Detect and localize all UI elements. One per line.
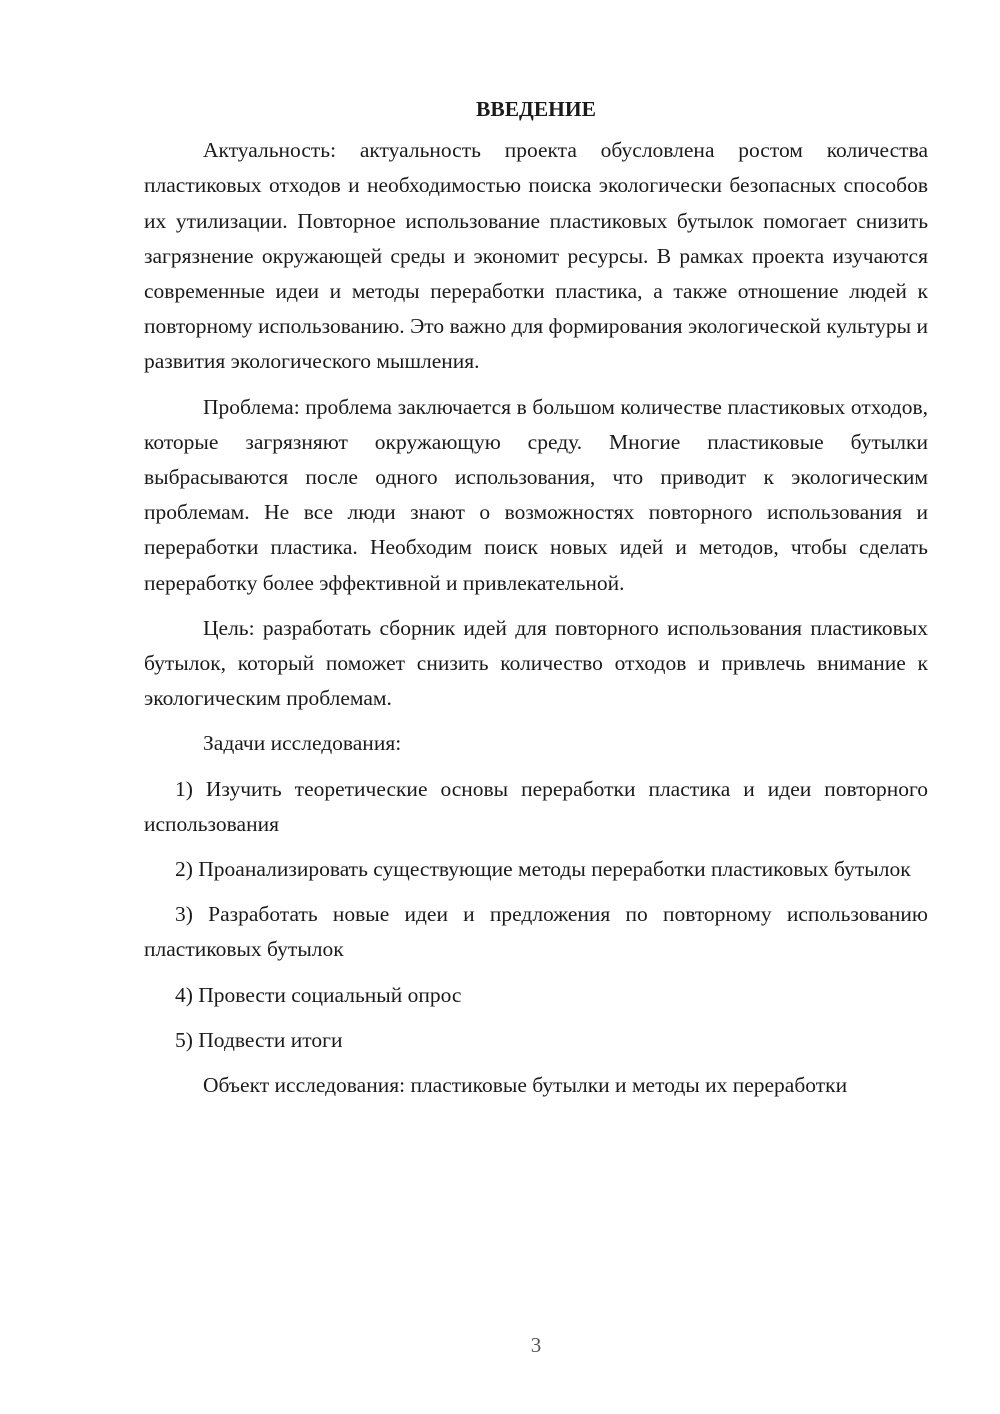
- tasks-heading: Задачи исследования:: [203, 731, 402, 756]
- task-item-5: 5) Подвести итоги: [175, 1027, 343, 1052]
- task-item-2: 2) Проанализировать существующие методы переработки пластиковых бутылок: [175, 857, 911, 882]
- section-title: ВВЕДЕНИЕ: [476, 97, 596, 121]
- goal-paragraph: Цель: разработать сборник идей для повторного использования пластиковых бутылок, который поможет снизить количество отходов и привлечь внимание к экологическим проблемам.: [144, 615, 928, 711]
- task-item-3: 3) Разработать новые идеи и предложения по повторному использованию пластиковых бутылок: [144, 902, 928, 962]
- problem-paragraph: Проблема: проблема заключается в большом количестве пластиковых отходов, которые загрязняют окружающую среду. Многие пластиковые бутылки выбрасываются после одного использования, что приводит к экологическим проблемам. Не все люди знают о возможностях повторного использования и переработки пластика. Необходим поиск новых идей и методов, чтобы сделать переработку более эффективной и привлекательной.: [144, 394, 928, 595]
- page-number: 3: [530, 1333, 542, 1357]
- task-item-1: 1) Изучить теоретические основы переработки пластика и идеи повторного использования: [144, 776, 928, 836]
- relevance-paragraph: Актуальность: актуальность проекта обусловлена ростом количества пластиковых отходов и необходимостью поиска экологически безопасных способов их утилизации. Повторное использование пластиковых бутылок помогает снизить загрязнение окружающей среды и экономит ресурсы. В рамках проекта изучаются современные идеи и методы переработки пластика, а также отношение людей к повторному использованию. Это важно для формирования экологической культуры и развития экологического мышления.: [144, 138, 928, 374]
- document-page: [144, 92, 928, 1113]
- object-paragraph: Объект исследования: пластиковые бутылки и методы их переработки: [203, 1073, 848, 1098]
- task-item-4: 4) Провести социальный опрос: [175, 982, 462, 1007]
